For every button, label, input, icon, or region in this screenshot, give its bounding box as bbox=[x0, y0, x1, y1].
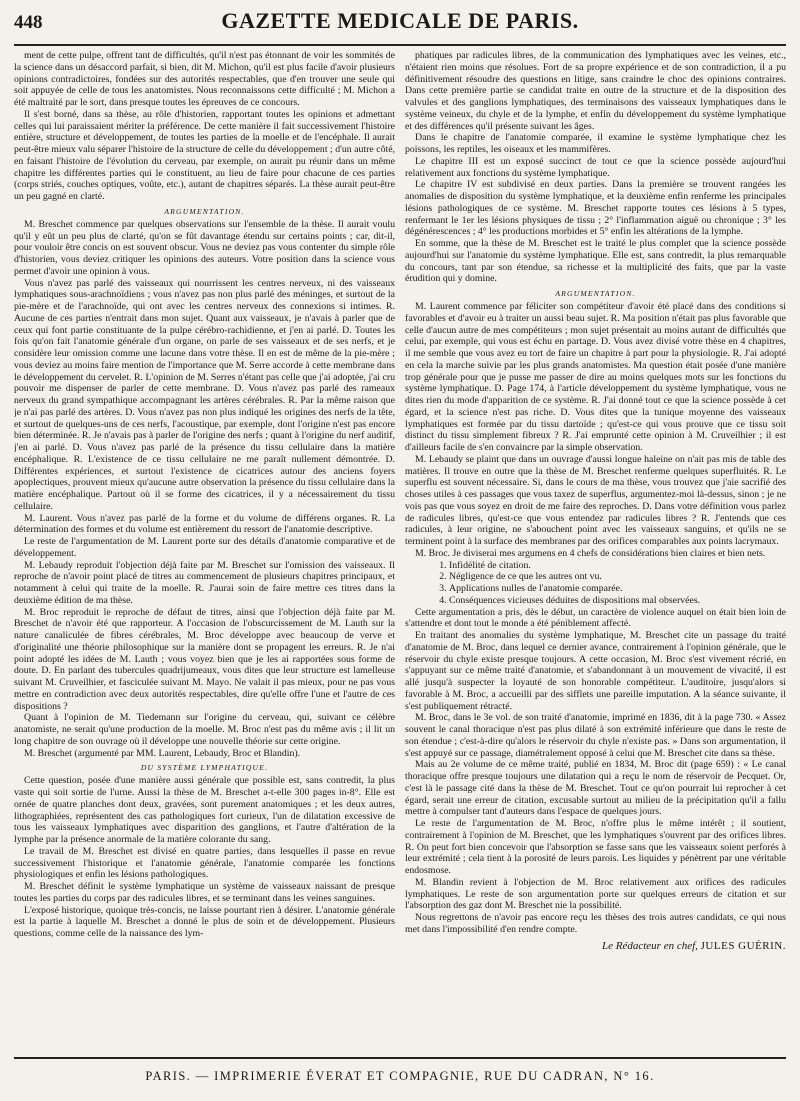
paragraph: M. Lebaudy se plaint que dans un ouvrage d'aussi longue haleine on n'ait pas mis de table des matières. Il trouve en outre que la thèse de M. Breschet renferme quelques superfluités. R. Le superflu est souvent nécessaire. Si, dans le cours de ma thèse, vous trouvez que j'aie sacrifié des choses utiles à ces passages que vous taxez de superflus, argumentez-moi là-dessus, sinon ; je ne vois pas que vous soyez en droit de me faire des reproches. D. Dans votre définition vous parlez de radicules libres, qu'est-ce que vous entendez par radicules libres ? R. J'entends que ces radicules, à leur origine, ne s'abouchent point avec les vaisseaux sanguins, et qu'ils ne se terminent point à la surface des membranes par des orifices comparables aux points lacrymaux. bbox=[405, 453, 786, 548]
paragraph: Nous regrettons de n'avoir pas encore reçu les thèses des trois autres candidats, ce qui nous met dans l'impossibilité d'en rendre compte. bbox=[405, 912, 786, 935]
section-heading-argumentation: ARGUMENTATION. bbox=[555, 289, 636, 298]
signature-label: Le Rédacteur en chef, bbox=[602, 939, 698, 952]
header-rule bbox=[14, 44, 786, 46]
left-column bbox=[14, 50, 395, 1052]
signature-name: JULES GUÉRIN. bbox=[700, 939, 786, 952]
paragraph: Quant à l'opinion de M. Tiedemann sur l'origine du cerveau, qui, suivant ce célèbre anatomiste, ne serait qu'une production de la moelle. M. Broc n'est pas du même avis ; il lit un long chapitre de son ouvrage où il développe une nouvelle théorie sur cette origine. bbox=[14, 712, 395, 747]
page-header bbox=[14, 8, 786, 44]
paragraph: M. Lebaudy reproduit l'objection déjà faite par M. Breschet sur l'omission des vaisseaux. Il reproche de n'avoir point placé de titres au commencement de plusieurs chapitres principaux, et notamment à celui qui traite de la moelle. R. J'aurai soin de faire mettre ces titres dans la deuxième édition de ma thèse. bbox=[14, 559, 395, 606]
list-item: 4. Conséquences vicieuses déduites de dispositions mal observées. bbox=[449, 595, 786, 607]
article-columns bbox=[14, 50, 786, 1052]
page-number: 448 bbox=[14, 12, 43, 33]
paragraph: Le reste de l'argumentation de M. Laurent porte sur des détails d'anatomie comparative et de développement. bbox=[14, 536, 395, 559]
paragraph: M. Breschet commence par quelques observations sur l'ensemble de la thèse. Il aurait voulu qu'il y eût un peu plus de clarté, qu'on se fût davantage étendu sur certains points ; car, dit-il, pour vouloir être concis on est souvent obscur. Vous ne deviez pas vous contenter du simple rôle d'historien, vous deviez critiquer les opinions des auteurs. Votre position dans la science vous permet d'avoir une opinion à vous. bbox=[14, 218, 395, 277]
section-heading-argumentation: ARGUMENTATION. bbox=[164, 206, 245, 216]
paragraph: En somme, que la thèse de M. Breschet est le traité le plus complet que la science possède aujourd'hui sur l'anatomie du système lymphatique. Elle est, sans contredit, la plus remarquable du concours, tant par son étendue, sa richesse et la multiplicité des faits, que par la vaste érudition qui y domine. bbox=[405, 238, 786, 285]
paragraph: Il s'est borné, dans sa thèse, au rôle d'historien, rapportant toutes les opinions et admettant celles qui lui paraissaient mériter la préférence. De cette manière il fait successivement l'histoire entière, structure et développement, de toutes les parties de la moelle et de l'encéphale. Il aurait peut-être mieux valu séparer l'histoire de la structure de celle du développement ; d'un autre côté, en faisant l'histoire de l'évolution du cerveau, par exemple, on aurait pu réunir dans un même chapitre les différentes parties qui le constituent, au lieu de faire pour chacune de ces parties (corps striés, couches optiques, voûte, etc.), autant de chapitres séparés. La thèse aurait peut-être un peu gagné en clarté. bbox=[14, 108, 395, 202]
printer-footer: PARIS. — IMPRIMERIE ÉVERAT ET COMPAGNIE, RUE DU CADRAN, N° 16. bbox=[14, 1057, 786, 1093]
paragraph: M. Broc. Je diviserai mes argumens en 4 chefs de considérations bien claires et bien nets. bbox=[415, 547, 766, 559]
masthead-title: GAZETTE MEDICALE DE PARIS. bbox=[221, 8, 579, 33]
paragraph: Le chapitre IV est subdivisé en deux parties. Dans la première se trouvent rangées les anomalies de disposition du système lymphatique, et la deuxième enfin renferme les principales lésions pathologiques de ce système. M. Breschet rapporte toutes ces lésions à 5 types, renfermant le 1er les lésions physiques de tissu ; 2° l'inflammation aiguë ou chronique ; 3° les dégénérescences ; 4° les productions morbides et 5° enfin les altérations de la lymphe. bbox=[405, 179, 786, 238]
editor-signature bbox=[405, 940, 786, 953]
paragraph: En traitant des anomalies du système lymphatique, M. Breschet cite un passage du traité d'anatomie de M. Broc, dans lequel ce dernier avance, contrairement à l'opinion générale, que le réservoir du chyle existe presque toujours. A cette occasion, M. Broc s'est vivement récrié, en s'appuyant sur ce même traité d'anatomie, et s'abandonnant à un mouvement de vivacité, il est allé jusqu'à suspecter la loyauté de son honorable compétiteur. L'auditoire, jusqu'alors si favorable à M. Broc, a accueilli par des sifflets une pareille imputation. A la séance suivante, il s'est publiquement rétracté. bbox=[405, 630, 786, 712]
paragraph: Mais au 2e volume de ce même traité, publié en 1834, M. Broc dit (page 659) : « Le canal thoracique offre presque toujours une dilatation qui a reçu le nom de réservoir de Pecquet. Or, c'est là le passage cité dans la thèse de M. Breschet. Tout ce qu'on pourrait lui reprocher à cet égard, serait une erreur de citation, excusable surtout au milieu de la précipitation qu'il a fallu mettre à compulser tant d'auteurs dans l'espace de quelques jours. bbox=[405, 759, 786, 818]
paragraph: Le chapitre III est un exposé succinct de tout ce que la science possède aujourd'hui relativement aux fonctions du système lymphatique. bbox=[405, 155, 786, 179]
list-item: 3. Applications nulles de l'anatomie comparée. bbox=[449, 583, 786, 595]
paragraph: M. Breschet définit le système lymphatique un système de vaisseaux naissant de presque toutes les parties du corps par des radicules libres, et se terminant dans les veines sanguines. bbox=[14, 881, 395, 904]
paragraph: M. Broc reproduit le reproche de défaut de titres, ainsi que l'objection déjà faite par M. Breschet de n'avoir été que rapporteur. A l'occasion de l'obscurcissement de M. Lauth sur la nature canaliculée de fibres cérébrales, M. Broc développe avec beaucoup de verve et d'originalité une théorie philosophique sur la manière dont se propagent les erreurs. R. Je n'ai point adopté les idées de M. Lauth ; vous voyez bien que je les ai rapportées sous forme de doute. D. En parlant des tubercules quadrijumeaux, vous dites que leur structure est lamelleuse suivant M. Cruveilhier, et fasciculée suivant M. Mayo. Ne valait il pas mieux, pour ne pas vous mettre en contradiction avec deux autorités respectables, dire qu'elle offre l'une et l'autre de ces dispositions ? bbox=[14, 606, 395, 712]
paragraph: M. Broc, dans le 3e vol. de son traité d'anatomie, imprimé en 1836, dit à la page 730. « Assez souvent le canal thoracique n'est pas plus dilaté à son extrémité inférieure que dans le reste de son étendue ; c'est-à-dire qu'alors le réservoir du chyle n'existe pas. » Dans son argumentation, il s'est appuyé sur ce passage, diamétralement opposé à celui que M. Breschet cite dans sa thèse. bbox=[405, 712, 786, 759]
right-column bbox=[405, 50, 786, 1052]
paragraph: M. Laurent. Vous n'avez pas parlé de la forme et du volume de différens organes. R. La détermination des formes et du volume est entièrement du ressort de l'anatomie descriptive. bbox=[14, 512, 395, 536]
paragraph: Le reste de l'argumentation de M. Broc, n'offre plus le même intérêt ; il soutient, contrairement à l'opinion de M. Breschet, que les lymphatiques s'ouvrent par des orifices libres. R. On peut fort bien concevoir que l'absorption se fasse sans que les vaisseaux soient perforés à leur extrémité ; cela tient à la porosité de leurs parois. Les liquides y pénètrent par une véritable endosmose. bbox=[405, 818, 786, 877]
list-item: 2. Négligence de ce que les autres ont vu. bbox=[449, 571, 786, 583]
list-item: 1. Infidélité de citation. bbox=[449, 560, 786, 572]
paragraph: ment de cette pulpe, offrent tant de difficultés, qu'il n'est pas étonnant de voir les sommités de la science dans un désaccord parfait, si bien, dit M. Michon, qu'il est plus facile d'avoir plusieurs opinions contradictoires, fondées sur des autorités respectables, que d'en trouver une seule qui soit appuyée de celle de tous les anatomistes. Nous reconnaissons cette difficulté ; M. Michon a été maltraité par le sort, dans presque toutes les épreuves de ce concours. bbox=[14, 50, 395, 108]
paragraph: M. Blandin revient à l'objection de M. Broc relativement aux orifices des radicules lymphatiques. Le reste de son argumentation porte sur quelques erreurs de citation et sur l'absorption des gaz dont M. Breschet nie la possibilité. bbox=[405, 876, 786, 912]
paragraph: Vous n'avez pas parlé des vaisseaux qui nourrissent les centres nerveux, ni des vaisseaux lymphatiques sous-arachnoïdiens ; vous n'avez pas non plus parlé des méninges, et surtout de la pie-mère et de l'arachnoïde, qui ont avec les centres nerveux des connexions si intimes. R. Aucune de ces parties n'entrait dans mon sujet. Quant aux vaisseaux, je n'avais à parler que de ceux qui font partie constituante de la pulpe cérébro-rachidienne, et j'en ai parlé. D. Toutes les fois qu'on fait l'anatomie générale d'un organe, on parle de ses vaisseaux et de ses nerfs, et je considère leur omission comme une lacune dans votre thèse. Il en est de même de la pie-mère ; vous deviez au moins faire mention de l'importance que M. Serre accorde à cette membrane dans le développement du cervelet. R. L'opinion de M. Serres n'étant pas celle que j'ai adoptée, j'ai cru pouvoir me dispenser de parler de cette membrane. D. Vous n'avez pas parlé des rameaux nerveux du grand sympathique accompagnant les artères cérébrales. R. Par la même raison que je n'ai pas parlé des artères. D. Vous n'avez pas non plus indiqué les origines des nerfs de la tête, et surtout de quelques-uns de ces nerfs, l'acoustique, par exemple, dont l'origine n'est pas encore bien déterminée. R. Je n'avais pas à parler de l'origine des nerfs ; quant à l'origine du nerf auditif, j'en ai parlé. D. Vous n'avez pas parlé de la présence du tissu cellulaire dans la matière encéphalique. R. L'existence de ce tissu cellulaire ne me paraît nullement démontrée. D. Différentes expériences, et surtout l'existence de cicatrices autour des anciens foyers apoplectiques, prouvent mieux qu'aucune autre observation la présence du tissu cellulaire dans la matière encéphalique. Partout où il se forme des cicatrices, il y a nécessairement du tissu cellulaire. bbox=[14, 277, 395, 512]
paragraph: Cette argumentation a pris, dès le début, un caractère de violence auquel on était bien loin de s'attendre et dont tout le monde a été péniblement affecté. bbox=[405, 606, 786, 630]
paragraph: Dans le chapitre de l'anatomie comparée, il examine le système lymphatique chez les poissons, les reptiles, les oiseaux et les mammifères. bbox=[405, 132, 786, 155]
paragraph: Le travail de M. Breschet est divisé en quatre parties, dans lesquelles il passe en revue successivement l'historique et l'anatomie générale, l'anatomie comparée les fonctions physiologiques et enfin les lésions pathologiques. bbox=[14, 845, 395, 881]
section-heading-lymphatic-system: DU SYSTÈME LYMPHATIQUE. bbox=[140, 763, 269, 773]
paragraph: Cette question, posée d'une manière aussi générale que possible est, sans contredit, la plus vaste qui soit sortie de l'urne. Aussi la thèse de M. Breschet a-t-elle 300 pages in-8°. Elle est ornée de quatre planches dont deux, gravées, sont purement anatomiques ; et les deux autres, lithographiées, représentent des cas pathologiques fort curieux, l'un de dilatation excessive de tous les vaisseaux lymphatiques avec disparition des ganglions, et l'autre d'altération de la lymphe par la présence anormale de la matière colorante du sang. bbox=[14, 775, 395, 846]
page bbox=[14, 8, 786, 1093]
argument-list bbox=[405, 560, 786, 607]
paragraph: phatiques par radicules libres, de la communication des lymphatiques avec les veines, etc., n'étaient rien moins que résolues. Fort de sa propre expérience et de son contradiction, il a pu définitivement résoudre des questions en litige, sans craindre le choc des opinions contraires. Dans cette première partie se candidat traite en outre de la structure et de la disposition des valvules et des ganglions lymphatiques, des terminaisons des vaisseaux lymphatiques dans le système veineux, du chyle et de la lymphe, et enfin du développement du système lymphatique et des différences qu'il présente suivant les âges. bbox=[405, 50, 786, 132]
paragraph: L'exposé historique, quoique très-concis, ne laisse pourtant rien à désirer. L'anatomie générale est la partie à laquelle M. Breschet a donné le plus de soin et de développement. Plusieurs questions, comme celle de la naissance des lym- bbox=[14, 904, 395, 940]
paragraph: M. Laurent commence par féliciter son compétiteur d'avoir été placé dans des conditions si favorables et d'avoir eu à traiter un aussi beau sujet. R. Ma position n'était pas plus favorable que celle d'aucun autre de mes compétiteurs ; mon sujet présentait au moins autant de difficultés que celui, par exemple, qui vous est échu en partage. D. Vous avez divisé votre thèse en 4 chapitres, il me semble que vous avez eu tort de faire un chapitre à part pour la physiologie. R. J'ai adopté en cela la marche suivie par les plus grands anatomistes. Ma question était posée d'une manière trop générale pour que je pusse me passer de dire au moins quelques mots sur les fonctions du système lymphatique. D. Page 174, à l'article développement du système lymphatique, vous ne dites rien du mode d'apparition de ce système. R. J'ai donné tout ce que la science possède à cet égard, et la science n'est pas riche. D. Vous dites que la tunique moyenne des vaisseaux lymphatiques est formée par du tissu dartoïde ; qu'est-ce qui vous prouve que ce tissu soit distinct du tissu simplement fibreux ? R. J'ai emprunté cette opinion à M. Cruveilhier ; il est d'ailleurs facile de s'en convaincre par la simple observation. bbox=[405, 301, 786, 454]
paragraph: M. Breschet (argumenté par MM. Laurent, Lebaudy, Broc et Blandin). bbox=[24, 747, 301, 759]
